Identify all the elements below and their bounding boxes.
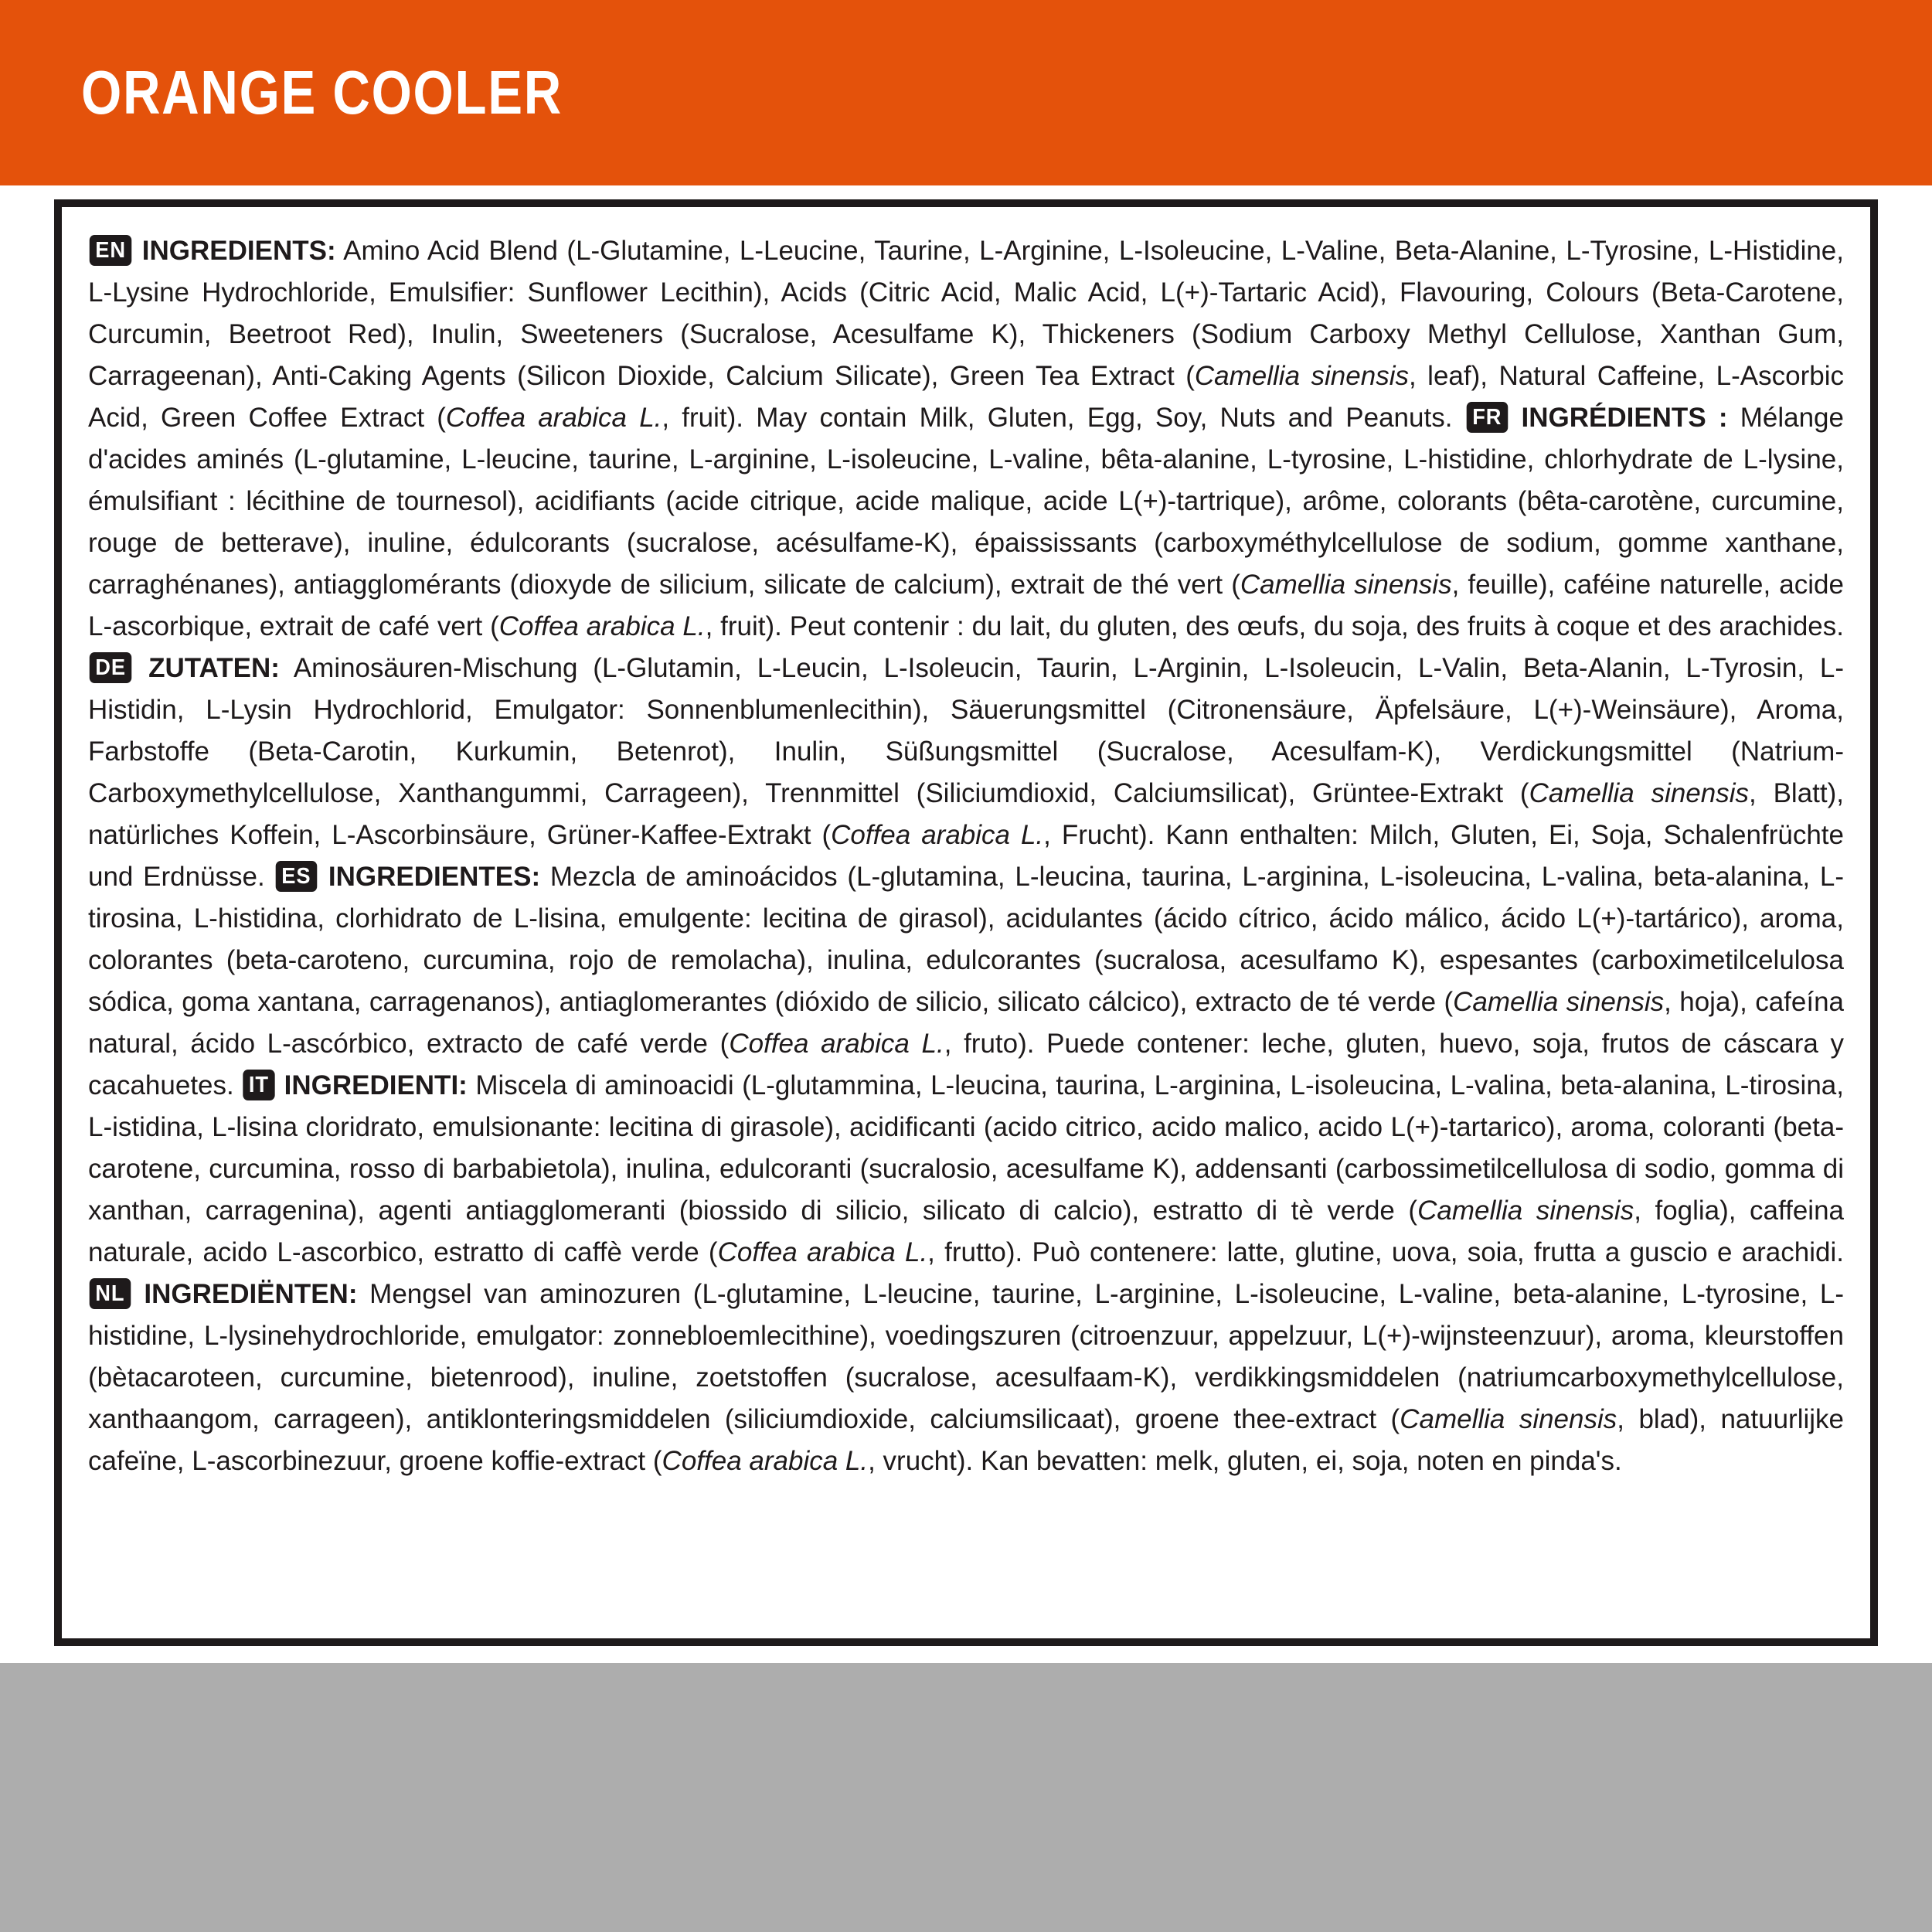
ingredients-run: , frutto). Può contenere: latte, glutine, uova, soia, frutta a guscio e arachidi. (927, 1237, 1844, 1267)
species-name: Coffea arabica L. (831, 820, 1044, 850)
ingredients-run: , fruit). May contain Milk, Gluten, Egg, Soy, Nuts and Peanuts. (662, 403, 1453, 433)
ingredients-run: , fruit). Peut contenir : du lait, du gluten, des œufs, du soja, des fruits à coque et des arachides. (705, 611, 1844, 641)
ingredients-run: Mengsel van aminozuren (L-glutamine, L-leucine, taurine, L-arginine, L-isoleucine, L-valine, beta-alanine, L-tyrosine, L-histidine, L-lysinehydrochloride, emulgator: zonnebloemlecithine), voedingszuren (citroenzuur, appelzuur, L(+)-wijnsteenzuur), aroma, kleurstoffen (bètacaroteen, curcumine, bietenrood), inuline, zoetstoffen (sucralose, acesulfaam-K), verdikkingsmiddelen (natriumcarboxymethylcellulose, xanthaangom, carrageen), antiklonteringsmiddelen (siliciumdioxide, calciumsilicaat), groene thee-extract ( (88, 1279, 1845, 1434)
ingredients-panel (54, 199, 1878, 1646)
species-name: Camellia sinensis (1453, 987, 1665, 1017)
ingredients-run: , blad), natuurlijke cafeïne, L-ascorbinezuur, groene koffie-extract ( (88, 1404, 1844, 1476)
ingredients-run: , Blatt), natürliches Koffein, L-Ascorbinsäure, Grüner-Kaffee-Extrakt ( (88, 778, 1844, 850)
lang-label-fr: INGRÉDIENTS : (1521, 403, 1728, 433)
ingredients-run: , hoja), cafeína natural, ácido L-ascórbico, extracto de café verde ( (88, 987, 1844, 1059)
species-name: Camellia sinensis (1194, 361, 1409, 391)
ingredients-run: , leaf), Natural Caffeine, L-Ascorbic Acid, Green Coffee Extract ( (88, 361, 1844, 433)
species-name: Coffea arabica L. (445, 403, 662, 433)
species-name: Coffea arabica L. (717, 1237, 928, 1267)
lang-label-de: ZUTATEN: (148, 653, 280, 683)
lang-label-nl: INGREDIËNTEN: (144, 1279, 358, 1309)
lang-label-es: INGREDIENTES: (328, 862, 541, 892)
ingredients-run: , feuille), caféine naturelle, acide L-ascorbique, extrait de café vert ( (88, 570, 1844, 641)
species-name: Camellia sinensis (1417, 1196, 1634, 1226)
lang-badge-it: IT (243, 1070, 275, 1100)
lang-badge-en: EN (90, 235, 132, 266)
ingredients-run: Mezcla de aminoácidos (L-glutamina, L-leucina, taurina, L-arginina, L-isoleucina, L-valina, beta-alanina, L-tirosina, L-histidina, clorhidrato de L-lisina, emulgente: lecitina de girasol), acidulantes (ácido cítrico, ácido málico, ácido L(+)-tartárico), aroma, colorantes (beta-caroteno, curcumina, rojo de remolacha), inulina, edulcorantes (sucralosa, acesulfamo K), espesantes (carboximetilcelulosa sódica, goma xantana, carragenanos), antiaglomerantes (dióxido de silicio, silicato cálcico), extracto de té verde ( (88, 862, 1844, 1017)
ingredients-run: , vrucht). Kan bevatten: melk, gluten, ei, soja, noten en pinda's. (868, 1446, 1622, 1476)
lang-label-it: INGREDIENTI: (284, 1070, 468, 1100)
footer-gray-band (0, 1663, 1932, 1932)
header-bar (0, 0, 1932, 185)
species-name: Coffea arabica L. (498, 611, 706, 641)
ingredients-text (88, 230, 1844, 1482)
species-name: Coffea arabica L. (729, 1029, 944, 1059)
lang-badge-de: DE (90, 652, 132, 683)
lang-badge-es: ES (276, 861, 317, 892)
ingredients-run: , Frucht). Kann enthalten: Milch, Gluten, Ei, Soja, Schalenfrüchte und Erdnüsse. (88, 820, 1844, 892)
ingredients-run: , foglia), caffeina naturale, acido L-ascorbico, estratto di caffè verde ( (88, 1196, 1845, 1267)
ingredients-run: Amino Acid Blend (L-Glutamine, L-Leucine, Taurine, L-Arginine, L-Isoleucine, L-Valine, Beta-Alanine, L-Tyrosine, L-Histidine, L-Lysine Hydrochloride, Emulsifier: Sunflower Lecithin), Acids (Citric Acid, Malic Acid, L(+)-Tartaric Acid), Flavouring, Colours (Beta-Carotene, Curcumin, Beetroot Red), Inulin, Sweeteners (Sucralose, Acesulfame K), Thickeners (Sodium Carboxy Methyl Cellulose, Xanthan Gum, Carrageenan), Anti-Caking Agents (Silicon Dioxide, Calcium Silicate), Green Tea Extract ( (88, 236, 1844, 391)
ingredients-run: Aminosäuren-Mischung (L-Glutamin, L-Leucin, L-Isoleucin, Taurin, L-Arginin, L-Isoleucin, L-Valin, Beta-Alanin, L-Tyrosin, L-Histidin, L-Lysin Hydrochlorid, Emulgator: Sonnenblumenlecithin), Säuerungsmittel (Citronensäure, Äpfelsäure, L(+)-Weinsäure), Aroma, Farbstoffe (Beta-Carotin, Kurkumin, Betenrot), Inulin, Süßungsmittel (Sucralose, Acesulfam-K), Verdickungsmittel (Natrium-Carboxymethylcellulose, Xanthangummi, Carrageen), Trennmittel (Siliciumdioxid, Calciumsilicat), Grüntee-Extrakt ( (88, 653, 1844, 808)
lang-badge-nl: NL (90, 1278, 131, 1309)
lang-label-en: INGREDIENTS: (141, 236, 336, 266)
ingredients-run: Miscela di aminoacidi (L-glutammina, L-leucina, taurina, L-arginina, L-isoleucina, L-valina, beta-alanina, L-tirosina, L-istidina, L-lisina cloridrato, emulsionante: lecitina di girasole), acidificanti (acido citrico, acido malico, acido L(+)-tartarico), aroma, coloranti (beta-carotene, curcumina, rosso di barbabietola), inulina, edulcoranti (sucralosio, acesulfame K), addensanti (carbossimetilcellulosa di sodio, gomma di xanthan, carragenina), agenti antiagglomeranti (biossido di silicio, silicato di calcio), estratto di tè verde ( (88, 1070, 1844, 1226)
product-title: ORANGE COOLER (81, 58, 563, 127)
species-name: Camellia sinensis (1400, 1404, 1617, 1434)
species-name: Camellia sinensis (1240, 570, 1452, 600)
lang-badge-fr: FR (1466, 402, 1507, 433)
ingredients-run: Mélange d'acides aminés (L-glutamine, L-leucine, taurine, L-arginine, L-isoleucine, L-valine, bêta-alanine, L-tyrosine, L-histidine, chlorhydrate de L-lysine, émulsifiant : lécithine de tournesol), acidifiants (acide citrique, acide malique, acide L(+)-tartrique), arôme, colorants (bêta-carotène, curcumine, rouge de betterave), inuline, édulcorants (sucralose, acésulfame-K), épaississants (carboxyméthylcellulose de sodium, gomme xanthane, carraghénanes), antiagglomérants (dioxyde de silicium, silicate de calcium), extrait de thé vert ( (88, 403, 1844, 600)
species-name: Camellia sinensis (1529, 778, 1750, 808)
ingredients-panel-wrap (0, 185, 1932, 1646)
species-name: Coffea arabica L. (662, 1446, 869, 1476)
ingredients-run: , fruto). Puede contener: leche, gluten, huevo, soja, frutos de cáscara y cacahuetes. (88, 1029, 1844, 1100)
